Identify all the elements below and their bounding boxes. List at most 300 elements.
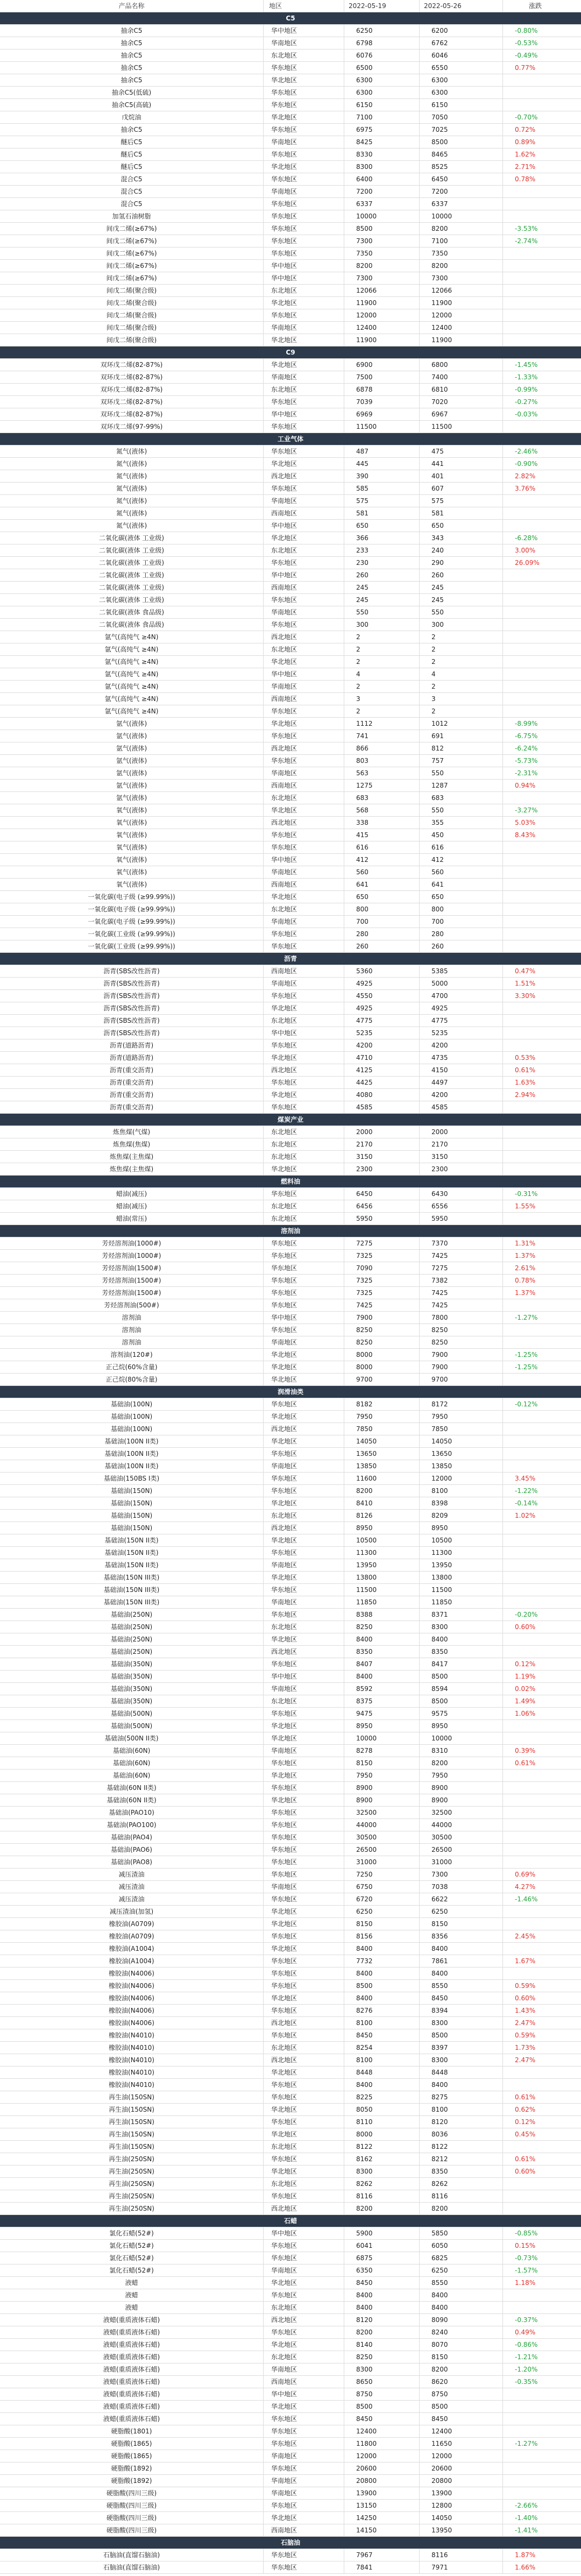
change-cell: [503, 2067, 581, 2078]
column-header-change: 涨跌: [529, 2, 542, 10]
price-curr-cell: 8400: [420, 1943, 503, 1955]
change-cell: -2.66%: [515, 2502, 538, 2509]
region-cell: 东北地区: [264, 1138, 344, 1150]
product-name-cell: 橡胶油(N4010): [0, 2067, 264, 2078]
table-row: [0, 619, 581, 631]
region-cell: 华东地区: [264, 1930, 344, 1942]
price-curr-cell: 6250: [420, 1906, 503, 1917]
price-curr-cell: 7400: [420, 371, 503, 383]
table-row: [0, 1621, 581, 1633]
region-cell: 华中地区: [264, 854, 344, 866]
region-cell: 华东地区: [264, 2561, 344, 2573]
price-prev-cell: 4425: [344, 1077, 420, 1088]
product-name-cell: 橡胶油(N4006): [0, 2017, 264, 2029]
table-row: [0, 730, 581, 742]
price-curr-cell: 8200: [420, 260, 503, 272]
region-cell: 华中地区: [264, 2388, 344, 2400]
table-row: [0, 25, 581, 37]
table-row: [0, 1992, 581, 2005]
price-prev-cell: 13950: [344, 1559, 420, 1571]
region-cell: 东北地区: [264, 2302, 344, 2313]
change-cell: -6.75%: [515, 732, 538, 740]
price-prev-cell: 20600: [344, 2462, 420, 2474]
price-prev-cell: 7325: [344, 1275, 420, 1286]
change-cell: [503, 2462, 581, 2474]
product-name-cell: 基础油(500N): [0, 1720, 264, 1732]
change-cell: [503, 1968, 581, 1979]
price-curr-cell: 245: [420, 582, 503, 593]
price-curr-cell: 12066: [420, 285, 503, 296]
change-cell: [503, 1943, 581, 1955]
price-curr-cell: 10000: [420, 1732, 503, 1744]
change-cell: -5.73%: [515, 757, 538, 765]
product-name-cell: 溶剂油: [0, 1312, 264, 1324]
table-row: [0, 1460, 581, 1473]
region-cell: 华东地区: [264, 124, 344, 136]
table-row: [0, 668, 581, 681]
region-cell: 华东地区: [264, 1856, 344, 1868]
price-prev-cell: 8250: [344, 2351, 420, 2363]
price-curr-cell: 300: [420, 619, 503, 631]
price-prev-cell: 4710: [344, 1052, 420, 1064]
change-cell: 3.45%: [515, 1475, 536, 1482]
table-row: [0, 1646, 581, 1658]
table-row: [0, 458, 581, 470]
price-curr-cell: 8200: [420, 2363, 503, 2375]
region-cell: 华东地区: [264, 1831, 344, 1843]
price-prev-cell: 26500: [344, 1844, 420, 1856]
region-cell: 华东地区: [264, 1893, 344, 1905]
price-prev-cell: 4200: [344, 1039, 420, 1051]
region-cell: 华东地区: [264, 2079, 344, 2091]
region-cell: 华东地区: [264, 1844, 344, 1856]
region-cell: 华北地区: [264, 1435, 344, 1447]
region-cell: 华北地区: [264, 656, 344, 668]
table-row: [0, 841, 581, 854]
region-cell: 东北地区: [264, 792, 344, 804]
price-curr-cell: 6800: [420, 359, 503, 371]
price-curr-cell: 8250: [420, 1336, 503, 1348]
price-curr-cell: 8900: [420, 1782, 503, 1794]
change-cell: -1.22%: [515, 1487, 538, 1495]
change-cell: [503, 1856, 581, 1868]
price-curr-cell: 13900: [420, 2487, 503, 2499]
product-name-cell: 炼焦煤(主焦煤): [0, 1163, 264, 1175]
price-prev-cell: 20800: [344, 2475, 420, 2487]
region-cell: 华北地区: [264, 1906, 344, 1917]
price-prev-cell: 1275: [344, 780, 420, 791]
table-row: [0, 2178, 581, 2190]
region-cell: 华北地区: [264, 718, 344, 730]
table-row: [0, 742, 581, 755]
price-prev-cell: 6900: [344, 359, 420, 371]
product-name-cell: 醚后C5: [0, 161, 264, 173]
price-curr-cell: 11300: [420, 1547, 503, 1559]
table-row: [0, 186, 581, 198]
change-cell: [503, 1126, 581, 1138]
change-cell: -1.20%: [515, 2366, 538, 2373]
product-name-cell: 二氧化碳(液体 工业级): [0, 544, 264, 556]
product-name-cell: 抽余C5: [0, 62, 264, 74]
change-cell: -0.49%: [515, 52, 538, 59]
price-curr-cell: 13800: [420, 1572, 503, 1583]
product-name-cell: 氩气(液体): [0, 792, 264, 804]
product-name-cell: 基础油(60N): [0, 1745, 264, 1757]
price-prev-cell: 6969: [344, 408, 420, 420]
price-curr-cell: 7370: [420, 1237, 503, 1249]
table-row: [0, 1671, 581, 1683]
price-prev-cell: 11800: [344, 2438, 420, 2450]
table-row: [0, 247, 581, 260]
price-curr-cell: 7275: [420, 1262, 503, 1274]
region-cell: 华东地区: [264, 2005, 344, 2016]
price-curr-cell: 12400: [420, 322, 503, 334]
product-name-cell: 橡胶油(N4010): [0, 2029, 264, 2041]
price-curr-cell: 8350: [420, 2165, 503, 2177]
price-prev-cell: 8400: [344, 1943, 420, 1955]
price-prev-cell: 560: [344, 866, 420, 878]
table-row: [0, 2401, 581, 2413]
price-prev-cell: 44000: [344, 1819, 420, 1831]
product-name-cell: 基础油(350N): [0, 1695, 264, 1707]
product-name-cell: 硬脂酸(1892): [0, 2462, 264, 2474]
price-curr-cell: 1287: [420, 780, 503, 791]
price-curr-cell: 7425: [420, 1299, 503, 1311]
column-header-row: [0, 0, 581, 12]
price-prev-cell: 12000: [344, 309, 420, 321]
price-curr-cell: 550: [420, 804, 503, 816]
region-cell: 西北地区: [264, 1646, 344, 1658]
region-cell: 华北地区: [264, 2512, 344, 2524]
price-prev-cell: 8200: [344, 2203, 420, 2214]
product-name-cell: 基础油(60N II类): [0, 1782, 264, 1794]
price-prev-cell: 11900: [344, 297, 420, 309]
product-name-cell: 基础油(PAO6): [0, 1844, 264, 1856]
product-name-cell: 抽余C5: [0, 124, 264, 136]
table-row: [0, 1831, 581, 1844]
change-cell: [503, 2141, 581, 2153]
price-curr-cell: 4200: [420, 1089, 503, 1101]
region-cell: 华北地区: [264, 1349, 344, 1361]
product-name-cell: 芳烃溶剂油(1000#): [0, 1237, 264, 1249]
product-name-cell: 蜡油(减压): [0, 1200, 264, 1212]
price-curr-cell: 8594: [420, 1683, 503, 1695]
change-cell: 0.69%: [515, 1871, 536, 1878]
region-cell: 华南地区: [264, 1596, 344, 1608]
region-cell: 华东地区: [264, 619, 344, 631]
price-curr-cell: 7020: [420, 396, 503, 408]
price-curr-cell: 8300: [420, 2017, 503, 2029]
price-prev-cell: 8200: [344, 2326, 420, 2338]
table-row: [0, 2413, 581, 2425]
product-name-cell: 氮气(液体): [0, 458, 264, 470]
price-curr-cell: 4925: [420, 1002, 503, 1014]
change-cell: [503, 1002, 581, 1014]
price-curr-cell: 8212: [420, 2153, 503, 2165]
price-prev-cell: 260: [344, 569, 420, 581]
region-cell: 华北地区: [264, 1002, 344, 1014]
region-cell: 华东地区: [264, 2190, 344, 2202]
change-cell: 2.71%: [515, 163, 536, 171]
region-cell: 华东地区: [264, 1609, 344, 1620]
region-cell: 华东地区: [264, 1819, 344, 1831]
region-cell: 华东地区: [264, 445, 344, 457]
table-row: [0, 990, 581, 1002]
price-curr-cell: 8100: [420, 2104, 503, 2115]
product-name-cell: 氧气(液体): [0, 879, 264, 890]
region-cell: 东北地区: [264, 1200, 344, 1212]
price-curr-cell: 7425: [420, 1250, 503, 1262]
product-name-cell: 基础油(100N): [0, 1423, 264, 1435]
table-row: [0, 532, 581, 544]
price-curr-cell: 11500: [420, 421, 503, 433]
price-prev-cell: 8650: [344, 2376, 420, 2388]
change-cell: [503, 879, 581, 890]
region-cell: 西北地区: [264, 2017, 344, 2029]
region-cell: 华北地区: [264, 1572, 344, 1583]
product-name-cell: 炼焦煤(焦煤): [0, 1138, 264, 1150]
region-cell: 华南地区: [264, 866, 344, 878]
price-curr-cell: 8500: [420, 2029, 503, 2041]
price-prev-cell: 7900: [344, 1312, 420, 1324]
price-prev-cell: 3150: [344, 1151, 420, 1163]
table-row: [0, 2190, 581, 2203]
change-cell: 1.31%: [515, 1240, 536, 1247]
change-cell: [503, 668, 581, 680]
price-prev-cell: 4585: [344, 1101, 420, 1113]
region-cell: 华南地区: [264, 1683, 344, 1695]
price-prev-cell: 230: [344, 557, 420, 569]
region-cell: 西北地区: [264, 1064, 344, 1076]
change-cell: [503, 569, 581, 581]
product-name-cell: 抽余C5(低硫): [0, 87, 264, 98]
product-name-cell: 硬脂酸(1892): [0, 2475, 264, 2487]
price-curr-cell: 6450: [420, 173, 503, 185]
table-row: [0, 903, 581, 916]
table-row: [0, 2302, 581, 2314]
region-cell: 华东地区: [264, 99, 344, 111]
region-cell: 华中地区: [264, 25, 344, 37]
product-name-cell: 液蜡: [0, 2302, 264, 2313]
price-prev-cell: 6250: [344, 1906, 420, 1917]
price-curr-cell: 616: [420, 841, 503, 853]
price-prev-cell: 11500: [344, 1584, 420, 1596]
price-curr-cell: 7950: [420, 1411, 503, 1423]
price-prev-cell: 641: [344, 879, 420, 890]
region-cell: 华北地区: [264, 2165, 344, 2177]
change-cell: [503, 1151, 581, 1163]
product-name-cell: 基础油(60N): [0, 1757, 264, 1769]
change-cell: 0.62%: [515, 2106, 536, 2113]
table-row: [0, 2067, 581, 2079]
price-curr-cell: 31000: [420, 1856, 503, 1868]
price-prev-cell: 8400: [344, 1671, 420, 1682]
price-curr-cell: 343: [420, 532, 503, 544]
table-row: [0, 2079, 581, 2091]
price-curr-cell: 7200: [420, 186, 503, 197]
change-cell: [503, 1324, 581, 1336]
price-curr-cell: 1012: [420, 718, 503, 730]
price-prev-cell: 487: [344, 445, 420, 457]
price-prev-cell: 390: [344, 470, 420, 482]
product-name-cell: 氧气(液体): [0, 829, 264, 841]
change-cell: -1.21%: [515, 2353, 538, 2361]
product-name-cell: 氩气(高纯气 ≥4N): [0, 693, 264, 705]
region-cell: 西北地区: [264, 2054, 344, 2066]
price-curr-cell: 9575: [420, 1708, 503, 1719]
table-row: [0, 2116, 581, 2128]
region-cell: 华南地区: [264, 495, 344, 507]
table-row: [0, 2487, 581, 2500]
product-name-cell: 加氢石油树脂: [0, 210, 264, 222]
table-row: [0, 1633, 581, 1646]
table-row: [0, 1943, 581, 1955]
price-curr-cell: 8371: [420, 1609, 503, 1620]
change-cell: [503, 1572, 581, 1583]
price-curr-cell: 8465: [420, 148, 503, 160]
product-name-cell: 硬脂酸(1801): [0, 2425, 264, 2437]
table-row: [0, 1807, 581, 1819]
product-name-cell: 氮气(液体): [0, 507, 264, 519]
change-cell: [503, 247, 581, 259]
region-cell: 华东地区: [264, 247, 344, 259]
product-name-cell: 戊烷油: [0, 111, 264, 123]
region-cell: 华东地区: [264, 557, 344, 569]
region-cell: 华北地区: [264, 2128, 344, 2140]
price-prev-cell: 8900: [344, 1794, 420, 1806]
change-cell: [503, 2178, 581, 2190]
product-name-cell: 双环戊二烯(82-87%): [0, 359, 264, 371]
price-curr-cell: 8116: [420, 2190, 503, 2202]
table-row: [0, 866, 581, 879]
price-prev-cell: 8126: [344, 1510, 420, 1521]
table-row: [0, 1918, 581, 1930]
product-name-cell: 氮气(液体): [0, 483, 264, 494]
change-cell: [503, 916, 581, 928]
price-curr-cell: 8300: [420, 2054, 503, 2066]
change-cell: -3.27%: [515, 806, 538, 814]
product-name-cell: 抽余C5: [0, 49, 264, 61]
price-curr-cell: 800: [420, 903, 503, 915]
change-cell: [503, 1423, 581, 1435]
region-cell: 西南地区: [264, 2376, 344, 2388]
price-prev-cell: 6300: [344, 87, 420, 98]
change-cell: [503, 582, 581, 593]
table-row: [0, 2524, 581, 2537]
product-name-cell: 基础油(150N): [0, 1485, 264, 1497]
price-curr-cell: 7900: [420, 1361, 503, 1373]
price-prev-cell: 11900: [344, 334, 420, 346]
price-curr-cell: 4497: [420, 1077, 503, 1088]
change-cell: [503, 2401, 581, 2412]
table-row: [0, 879, 581, 891]
price-curr-cell: 401: [420, 470, 503, 482]
table-row: [0, 1658, 581, 1671]
region-cell: 华东地区: [264, 173, 344, 185]
product-name-cell: 基础油(150N): [0, 1510, 264, 1521]
price-curr-cell: 5950: [420, 1213, 503, 1225]
change-cell: [503, 1039, 581, 1051]
price-prev-cell: 6975: [344, 124, 420, 136]
price-curr-cell: 4150: [420, 1064, 503, 1076]
change-cell: [503, 1522, 581, 1534]
table-row: [0, 1262, 581, 1275]
section-header: 溶剂油: [0, 1225, 581, 1237]
region-cell: 华北地区: [264, 1374, 344, 1385]
region-cell: 东北地区: [264, 384, 344, 395]
table-row: [0, 569, 581, 582]
price-curr-cell: 5385: [420, 965, 503, 977]
table-row: [0, 445, 581, 458]
price-prev-cell: 12000: [344, 2450, 420, 2462]
product-name-cell: 氩气(液体): [0, 755, 264, 767]
price-curr-cell: 8400: [420, 2289, 503, 2301]
price-curr-cell: 8350: [420, 1646, 503, 1658]
price-curr-cell: 650: [420, 520, 503, 532]
change-cell: 3.30%: [515, 992, 536, 1000]
region-cell: 华东地区: [264, 1757, 344, 1769]
price-prev-cell: 6878: [344, 384, 420, 395]
table-row: [0, 1324, 581, 1336]
price-prev-cell: 8110: [344, 2116, 420, 2128]
price-prev-cell: 8162: [344, 2153, 420, 2165]
region-cell: 华南地区: [264, 2363, 344, 2375]
product-name-cell: 基础油(PAO4): [0, 1831, 264, 1843]
region-cell: 东北地区: [264, 49, 344, 61]
product-name-cell: 沥青(SBS改性沥青): [0, 1027, 264, 1039]
product-name-cell: 石脑油(直馏石脑油): [0, 2561, 264, 2573]
price-prev-cell: 8250: [344, 1336, 420, 1348]
change-cell: [503, 87, 581, 98]
price-prev-cell: 8150: [344, 1757, 420, 1769]
price-prev-cell: 8262: [344, 2178, 420, 2190]
price-curr-cell: 14050: [420, 1435, 503, 1447]
product-name-cell: 氩气(高纯气 ≥4N): [0, 631, 264, 643]
region-cell: 华东地区: [264, 2153, 344, 2165]
region-cell: 华南地区: [264, 1745, 344, 1757]
price-curr-cell: 8450: [420, 1992, 503, 2004]
price-prev-cell: 366: [344, 532, 420, 544]
table-row: [0, 1374, 581, 1386]
price-curr-cell: 10000: [420, 210, 503, 222]
region-cell: 华北地区: [264, 1089, 344, 1101]
table-row: [0, 965, 581, 978]
change-cell: 1.67%: [515, 1957, 536, 1965]
price-curr-cell: 8070: [420, 2339, 503, 2351]
price-prev-cell: 12400: [344, 322, 420, 334]
price-prev-cell: 8330: [344, 148, 420, 160]
region-cell: 东北地区: [264, 2351, 344, 2363]
change-cell: [503, 1831, 581, 1843]
price-curr-cell: 4775: [420, 1015, 503, 1027]
region-cell: 华北地区: [264, 1943, 344, 1955]
change-cell: 0.89%: [515, 138, 536, 146]
price-curr-cell: 8950: [420, 1720, 503, 1732]
price-prev-cell: 6300: [344, 74, 420, 86]
product-name-cell: 沥青(重交沥青): [0, 1077, 264, 1088]
region-cell: 华东地区: [264, 1708, 344, 1719]
table-row: [0, 1732, 581, 1745]
region-cell: 华东地区: [264, 1782, 344, 1794]
region-cell: 西北地区: [264, 2314, 344, 2326]
price-curr-cell: 475: [420, 445, 503, 457]
region-cell: 华东地区: [264, 829, 344, 841]
region-cell: 华东地区: [264, 2289, 344, 2301]
table-row: [0, 2351, 581, 2363]
price-curr-cell: 8090: [420, 2314, 503, 2326]
price-prev-cell: 6250: [344, 25, 420, 37]
price-curr-cell: 260: [420, 569, 503, 581]
